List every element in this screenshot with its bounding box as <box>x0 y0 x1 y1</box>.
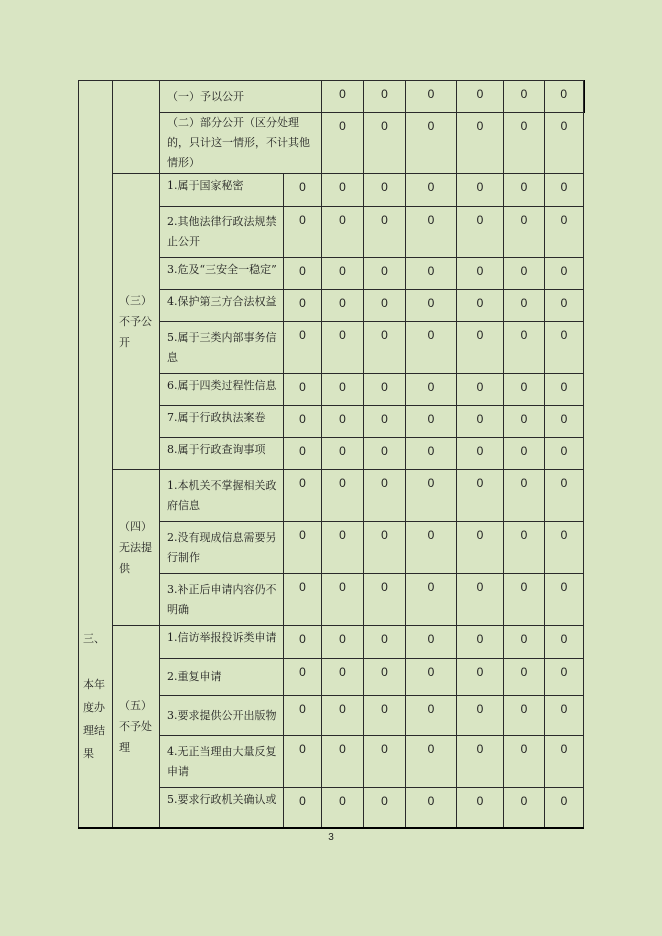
sub-item-label: 5.要求行政机关确认或 <box>160 788 284 828</box>
category-label: （一）予以公开 <box>160 81 322 113</box>
sub-item-label: 1.属于国家秘密 <box>160 174 284 207</box>
value-cell: 0 <box>545 659 584 696</box>
value-cell: 0 <box>457 626 504 659</box>
results-table <box>78 80 584 829</box>
sub-item-label: 1.本机关不掌握相关政府信息 <box>160 470 284 522</box>
value-cell: 0 <box>457 322 504 374</box>
value-cell: 0 <box>406 258 457 290</box>
value-cell: 0 <box>504 522 545 574</box>
value-cell: 0 <box>406 174 457 207</box>
value-cell: 0 <box>322 258 364 290</box>
value-cell: 0 <box>545 470 584 522</box>
value-cell: 0 <box>284 207 322 258</box>
value-cell: 0 <box>545 696 584 736</box>
section-label: 三、 本年度办理结果 <box>79 81 113 828</box>
value-cell: 0 <box>406 406 457 438</box>
value-cell: 0 <box>504 438 545 470</box>
value-cell: 0 <box>284 322 322 374</box>
value-cell: 0 <box>364 406 406 438</box>
value-cell: 0 <box>284 522 322 574</box>
value-cell: 0 <box>406 788 457 828</box>
value-cell: 0 <box>322 174 364 207</box>
value-cell: 0 <box>545 574 584 626</box>
value-cell: 0 <box>322 438 364 470</box>
value-cell: 0 <box>284 406 322 438</box>
value-cell: 0 <box>406 626 457 659</box>
value-cell: 0 <box>457 290 504 322</box>
value-cell: 0 <box>284 438 322 470</box>
value-cell: 0 <box>457 406 504 438</box>
value-cell: 0 <box>545 406 584 438</box>
value-cell: 0 <box>364 174 406 207</box>
value-cell: 0 <box>545 626 584 659</box>
sub-item-label: 3.危及“三安全一稳定” <box>160 258 284 290</box>
value-cell: 0 <box>504 207 545 258</box>
sub-item-label: 2.重复申请 <box>160 659 284 696</box>
table-row <box>79 470 584 522</box>
value-cell: 0 <box>457 470 504 522</box>
value-cell: 0 <box>406 207 457 258</box>
results-table-container <box>78 80 584 829</box>
value-cell: 0 <box>364 470 406 522</box>
value-cell: 0 <box>545 207 584 258</box>
value-cell: 0 <box>457 696 504 736</box>
value-cell: 0 <box>504 406 545 438</box>
value-cell: 0 <box>322 696 364 736</box>
sub-item-label: 1.信访举报投诉类申请 <box>160 626 284 659</box>
value-cell: 0 <box>364 788 406 828</box>
value-cell: 0 <box>545 113 584 174</box>
value-cell: 0 <box>284 470 322 522</box>
value-cell: 0 <box>457 174 504 207</box>
blank-cell <box>113 81 160 174</box>
sub-item-label: 3.要求提供公开出版物 <box>160 696 284 736</box>
value-cell: 0 <box>504 290 545 322</box>
table-row <box>79 626 584 659</box>
page-number: 3 <box>328 832 334 843</box>
value-cell: 0 <box>545 374 584 406</box>
value-cell: 0 <box>364 574 406 626</box>
value-cell: 0 <box>364 207 406 258</box>
value-cell: 0 <box>284 258 322 290</box>
value-cell: 0 <box>545 174 584 207</box>
value-cell: 0 <box>457 788 504 828</box>
value-cell: 0 <box>364 522 406 574</box>
value-cell: 0 <box>364 290 406 322</box>
value-cell: 0 <box>284 574 322 626</box>
value-cell: 0 <box>504 626 545 659</box>
value-cell: 0 <box>322 290 364 322</box>
value-cell: 0 <box>406 574 457 626</box>
value-cell: 0 <box>322 626 364 659</box>
value-cell: 0 <box>322 574 364 626</box>
table-row <box>79 81 584 113</box>
value-cell: 0 <box>457 113 504 174</box>
sub-item-label: 2.没有现成信息需要另行制作 <box>160 522 284 574</box>
sub-item-label: 4.无正当理由大量反复申请 <box>160 736 284 788</box>
value-cell: 0 <box>504 113 545 174</box>
value-cell: 0 <box>322 736 364 788</box>
value-cell: 0 <box>284 736 322 788</box>
value-cell: 0 <box>406 659 457 696</box>
value-cell: 0 <box>406 290 457 322</box>
sub-item-label: 5.属于三类内部事务信息 <box>160 322 284 374</box>
value-cell: 0 <box>406 696 457 736</box>
value-cell: 0 <box>545 438 584 470</box>
value-cell: 0 <box>504 736 545 788</box>
value-cell: 0 <box>545 736 584 788</box>
value-cell: 0 <box>322 207 364 258</box>
value-cell: 0 <box>322 81 364 113</box>
value-cell: 0 <box>457 522 504 574</box>
value-cell: 0 <box>504 81 545 113</box>
value-cell: 0 <box>284 626 322 659</box>
value-cell: 0 <box>504 574 545 626</box>
value-cell: 0 <box>457 258 504 290</box>
value-cell: 0 <box>322 406 364 438</box>
value-cell: 0 <box>457 736 504 788</box>
value-cell: 0 <box>322 659 364 696</box>
value-cell: 0 <box>545 81 584 113</box>
value-cell: 0 <box>504 258 545 290</box>
value-cell: 0 <box>284 290 322 322</box>
value-cell: 0 <box>406 81 457 113</box>
value-cell: 0 <box>364 322 406 374</box>
value-cell: 0 <box>504 696 545 736</box>
value-cell: 0 <box>504 470 545 522</box>
value-cell: 0 <box>545 322 584 374</box>
value-cell: 0 <box>457 574 504 626</box>
value-cell: 0 <box>284 174 322 207</box>
value-cell: 0 <box>322 322 364 374</box>
value-cell: 0 <box>322 113 364 174</box>
sub-item-label: 7.属于行政执法案卷 <box>160 406 284 438</box>
value-cell: 0 <box>364 258 406 290</box>
value-cell: 0 <box>406 470 457 522</box>
value-cell: 0 <box>545 258 584 290</box>
value-cell: 0 <box>364 438 406 470</box>
value-cell: 0 <box>457 81 504 113</box>
value-cell: 0 <box>406 322 457 374</box>
value-cell: 0 <box>364 659 406 696</box>
value-cell: 0 <box>457 374 504 406</box>
value-cell: 0 <box>364 626 406 659</box>
value-cell: 0 <box>504 374 545 406</box>
value-cell: 0 <box>322 374 364 406</box>
value-cell: 0 <box>457 207 504 258</box>
value-cell: 0 <box>322 522 364 574</box>
value-cell: 0 <box>457 659 504 696</box>
value-cell: 0 <box>284 696 322 736</box>
table-row <box>79 174 584 207</box>
value-cell: 0 <box>406 438 457 470</box>
sub-item-label: 8.属于行政查询事项 <box>160 438 284 470</box>
value-cell: 0 <box>545 522 584 574</box>
value-cell: 0 <box>284 659 322 696</box>
group-label: （五）不予处理 <box>113 626 160 828</box>
value-cell: 0 <box>406 113 457 174</box>
value-cell: 0 <box>284 788 322 828</box>
value-cell: 0 <box>322 788 364 828</box>
value-cell: 0 <box>406 522 457 574</box>
group-label: （三）不予公开 <box>113 174 160 470</box>
group-label: （四）无法提供 <box>113 470 160 626</box>
value-cell: 0 <box>364 696 406 736</box>
sub-item-label: 6.属于四类过程性信息 <box>160 374 284 406</box>
value-cell: 0 <box>457 438 504 470</box>
value-cell: 0 <box>322 470 364 522</box>
value-cell: 0 <box>504 174 545 207</box>
sub-item-label: 3.补正后申请内容仍不明确 <box>160 574 284 626</box>
value-cell: 0 <box>406 736 457 788</box>
value-cell: 0 <box>504 659 545 696</box>
sub-item-label: 4.保护第三方合法权益 <box>160 290 284 322</box>
value-cell: 0 <box>364 736 406 788</box>
sub-item-label: 2.其他法律行政法规禁止公开 <box>160 207 284 258</box>
value-cell: 0 <box>284 374 322 406</box>
value-cell: 0 <box>364 374 406 406</box>
value-cell: 0 <box>364 113 406 174</box>
value-cell: 0 <box>364 81 406 113</box>
value-cell: 0 <box>545 290 584 322</box>
category-label: （二）部分公开（区分处理的，只计这一情形，不计其他情形） <box>160 113 322 174</box>
value-cell: 0 <box>406 374 457 406</box>
value-cell: 0 <box>545 788 584 828</box>
value-cell: 0 <box>504 322 545 374</box>
value-cell: 0 <box>504 788 545 828</box>
